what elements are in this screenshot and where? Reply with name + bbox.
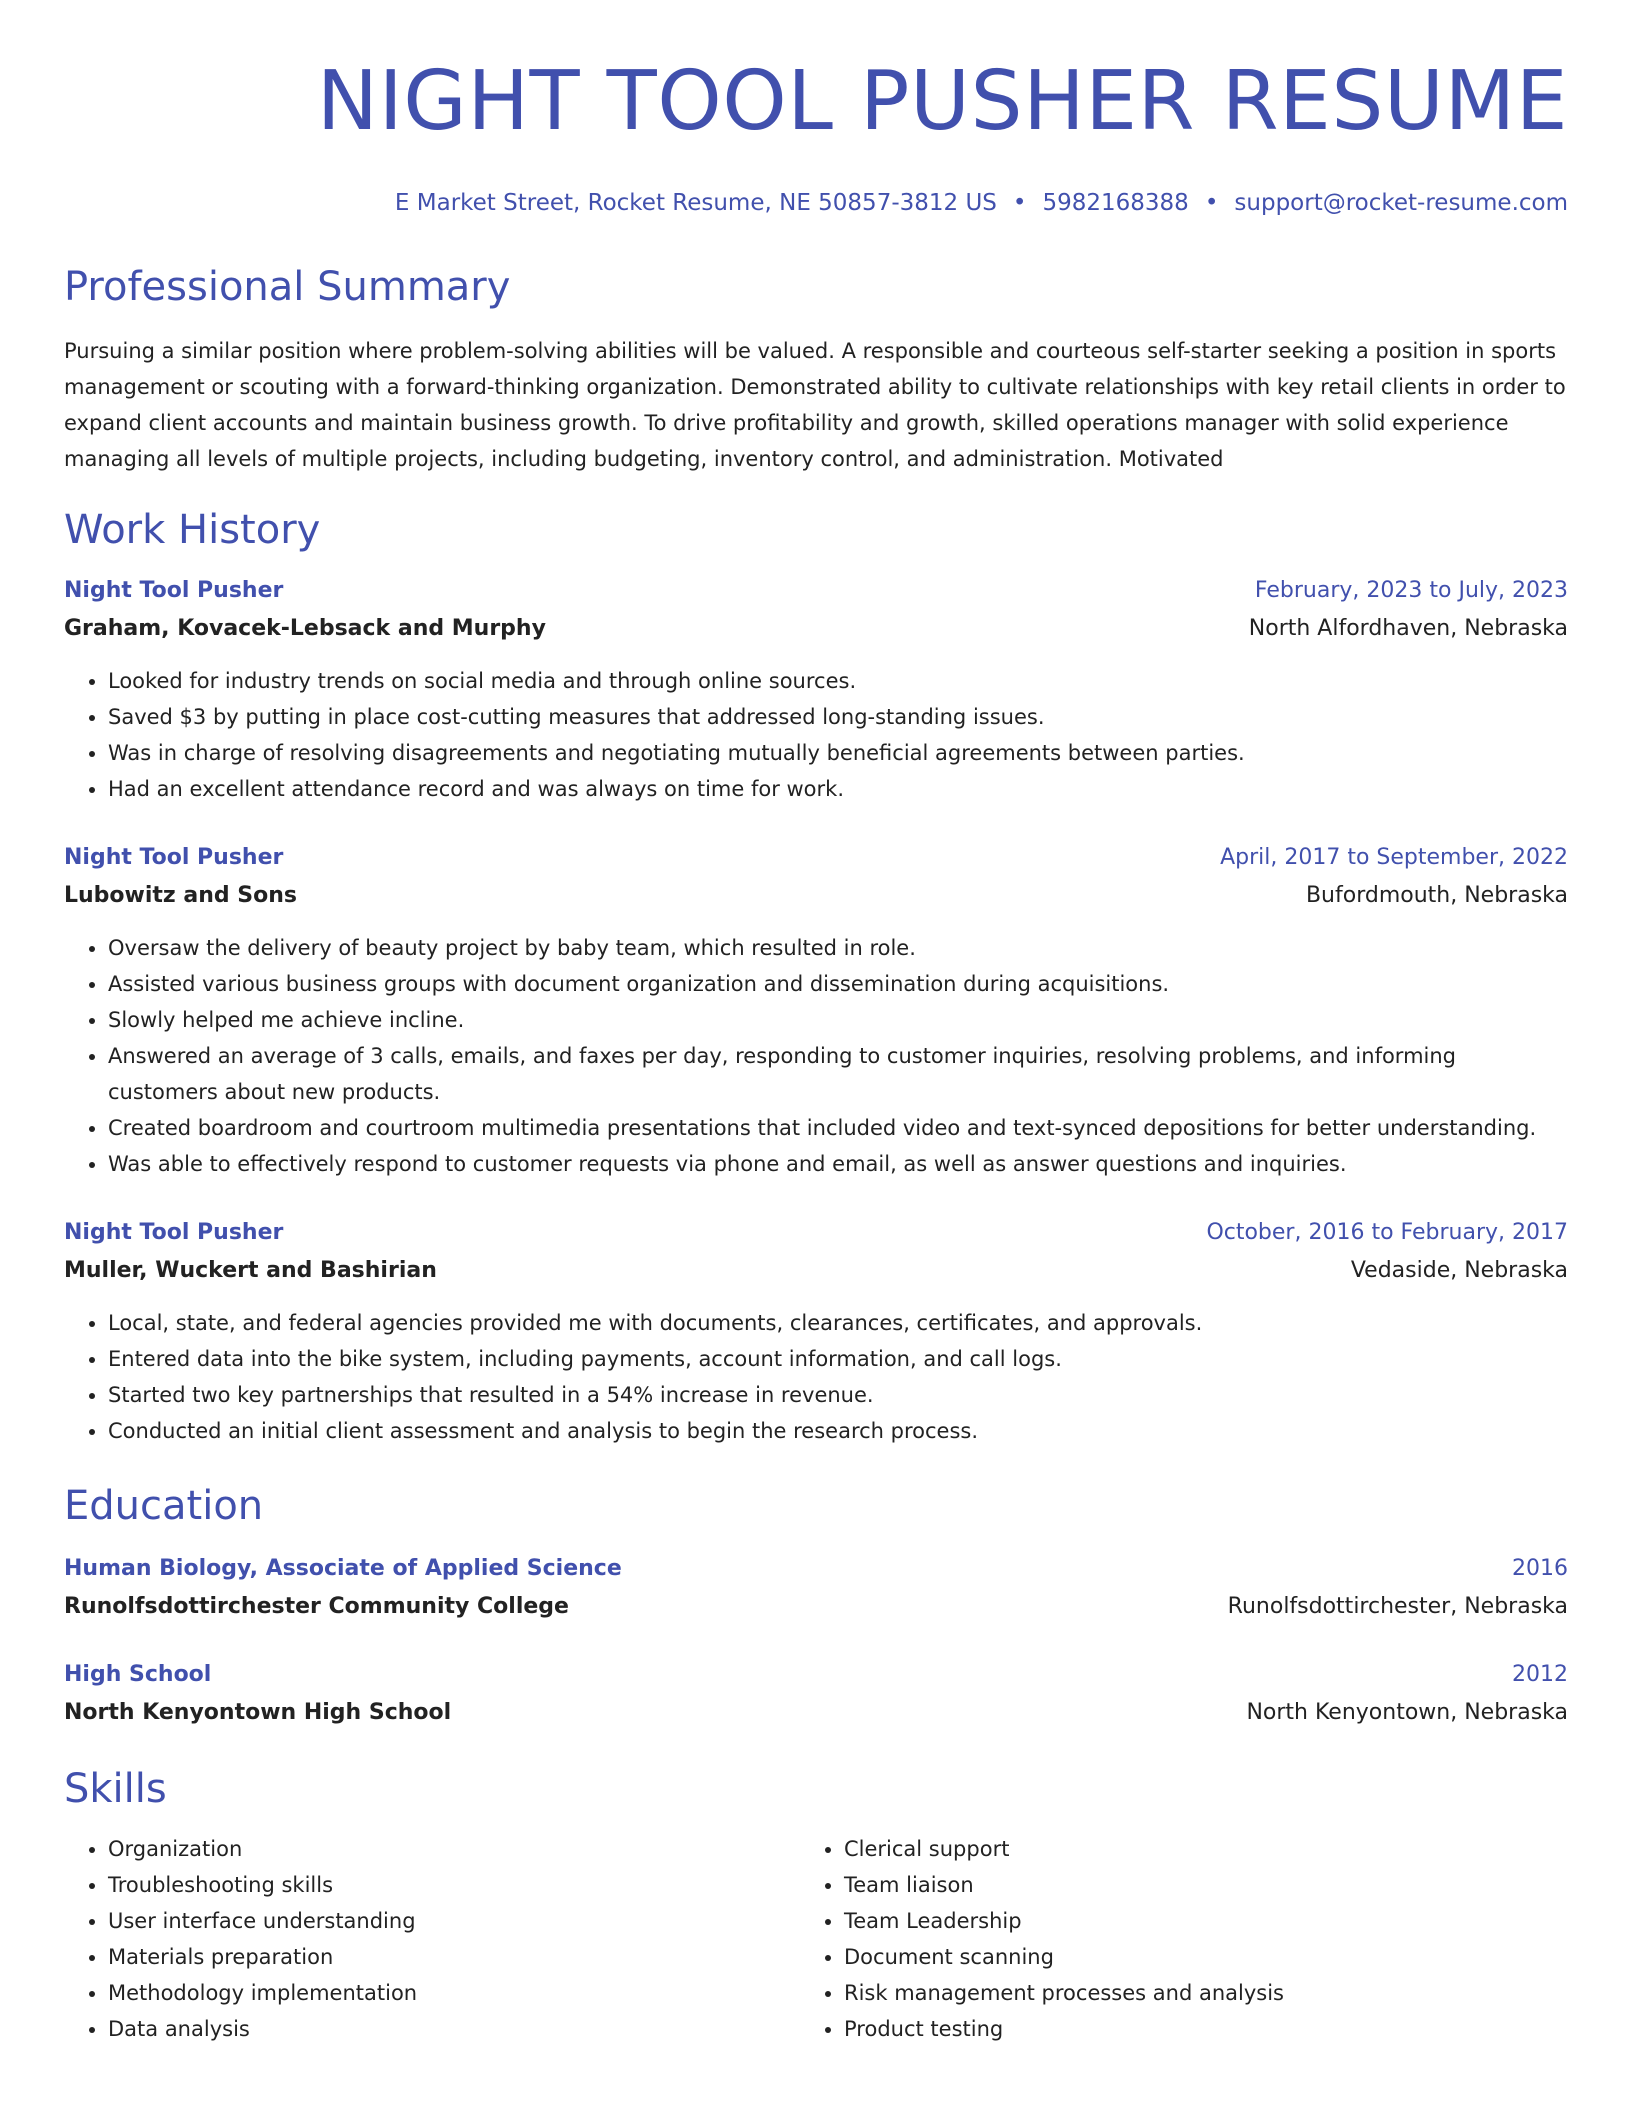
skill-item: • Methodology implementation — [108, 1975, 800, 2011]
education-degree: Human Biology, Associate of Applied Science — [64, 1556, 622, 1581]
job-bullet: • Saved $3 by putting in place cost-cutting measures that addressed long-standing issues. — [108, 699, 1568, 735]
job-title: Night Tool Pusher — [64, 1220, 284, 1245]
education-year: 2012 — [1512, 1662, 1568, 1687]
contact-address: E Market Street, Rocket Resume, NE 50857-3812 US — [394, 190, 997, 216]
job-entry — [64, 843, 1568, 1182]
job-bullet: • Assisted various business groups with document organization and dissemination during acquisitions. — [108, 966, 1568, 1002]
contact-phone: 5982168388 — [1042, 190, 1189, 216]
education-location: Runolfsdottirchester, Nebraska — [1227, 1594, 1568, 1619]
job-bullet: • Was able to effectively respond to customer requests via phone and email, as well as answer questions and inquiries. — [108, 1146, 1568, 1182]
education-year: 2016 — [1512, 1556, 1568, 1581]
education-degree: High School — [64, 1662, 212, 1687]
job-bullet: • Created boardroom and courtroom multimedia presentations that included video and text-synced depositions for better understanding. — [108, 1110, 1568, 1146]
skills-column-right — [800, 1831, 1536, 2047]
job-title: Night Tool Pusher — [64, 845, 284, 870]
skill-item: • Organization — [108, 1831, 800, 1867]
job-bullets — [64, 663, 1568, 807]
education-school: North Kenyontown High School — [64, 1700, 452, 1725]
skill-item: • Risk management processes and analysis — [844, 1975, 1536, 2011]
job-bullets — [64, 930, 1568, 1182]
job-company: Graham, Kovacek-Lebsack and Murphy — [64, 616, 546, 641]
education-location: North Kenyontown, Nebraska — [1246, 1700, 1568, 1725]
job-dates: February, 2023 to July, 2023 — [1254, 578, 1568, 603]
job-bullet: • Entered data into the bike system, including payments, account information, and call logs. — [108, 1341, 1568, 1377]
summary-heading: Professional Summary — [64, 264, 511, 310]
skills-column-left — [64, 1831, 800, 2047]
work-history-heading: Work History — [64, 507, 321, 553]
skill-item: • Troubleshooting skills — [108, 1867, 800, 1903]
job-bullet: • Was in charge of resolving disagreements and negotiating mutually beneficial agreements between parties. — [108, 735, 1568, 771]
job-title: Night Tool Pusher — [64, 578, 284, 603]
skills-heading: Skills — [64, 1766, 167, 1812]
job-bullet: • Conducted an initial client assessment and analysis to begin the research process. — [108, 1413, 1568, 1449]
job-bullet: • Started two key partnerships that resulted in a 54% increase in revenue. — [108, 1377, 1568, 1413]
job-location: Vedaside, Nebraska — [1350, 1258, 1568, 1283]
contact-separator: • — [1012, 190, 1027, 216]
education-entry — [64, 1660, 1568, 1728]
job-bullet: • Looked for industry trends on social media and through online sources. — [108, 663, 1568, 699]
job-company: Lubowitz and Sons — [64, 883, 298, 908]
skill-item: • Team Leadership — [844, 1903, 1536, 1939]
skill-item: • Team liaison — [844, 1867, 1536, 1903]
job-dates: October, 2016 to February, 2017 — [1206, 1220, 1568, 1245]
skills-list — [64, 1831, 1568, 2047]
skill-item: • Clerical support — [844, 1831, 1536, 1867]
job-bullet: • Local, state, and federal agencies provided me with documents, clearances, certificates, and approvals. — [108, 1305, 1568, 1341]
job-bullet: • Slowly helped me achieve incline. — [108, 1002, 1568, 1038]
resume-title: NIGHT TOOL PUSHER RESUME — [316, 54, 1568, 149]
job-entry — [64, 1218, 1568, 1449]
contact-line — [64, 188, 1568, 218]
job-bullet: • Had an excellent attendance record and was always on time for work. — [108, 771, 1568, 807]
skill-item: • Document scanning — [844, 1939, 1536, 1975]
summary-text: Pursuing a similar position where problem-solving abilities will be valued. A responsible and courteous self-starter seeking a position in sports management or scouting with a forward-thinking organization. Demonstrated ability to cultivate relationships with key retail clients in order to expand client accounts and maintain business growth. To drive profitability and growth, skilled operations manager with solid experience managing all levels of multiple projects, including budgeting, inventory control, and administration. Motivated — [64, 339, 1566, 471]
contact-separator: • — [1204, 190, 1219, 216]
contact-email: support@rocket-resume.com — [1234, 190, 1568, 216]
job-location: North Alfordhaven, Nebraska — [1248, 616, 1568, 641]
education-school: Runolfsdottirchester Community College — [64, 1594, 569, 1619]
job-bullet: • Oversaw the delivery of beauty project by baby team, which resulted in role. — [108, 930, 1568, 966]
skill-item: • Data analysis — [108, 2011, 800, 2047]
education-heading: Education — [64, 1483, 264, 1529]
skill-item: • Materials preparation — [108, 1939, 800, 1975]
job-location: Bufordmouth, Nebraska — [1305, 883, 1568, 908]
skill-item: • User interface understanding — [108, 1903, 800, 1939]
job-company: Muller, Wuckert and Bashirian — [64, 1258, 437, 1283]
job-dates: April, 2017 to September, 2022 — [1220, 845, 1568, 870]
job-bullet: • Answered an average of 3 calls, emails, and faxes per day, responding to customer inquiries, resolving problems, and informing customers about new products. — [108, 1038, 1568, 1110]
skill-item: • Product testing — [844, 2011, 1536, 2047]
education-entry — [64, 1554, 1568, 1622]
job-entry — [64, 576, 1568, 807]
job-bullets — [64, 1305, 1568, 1449]
